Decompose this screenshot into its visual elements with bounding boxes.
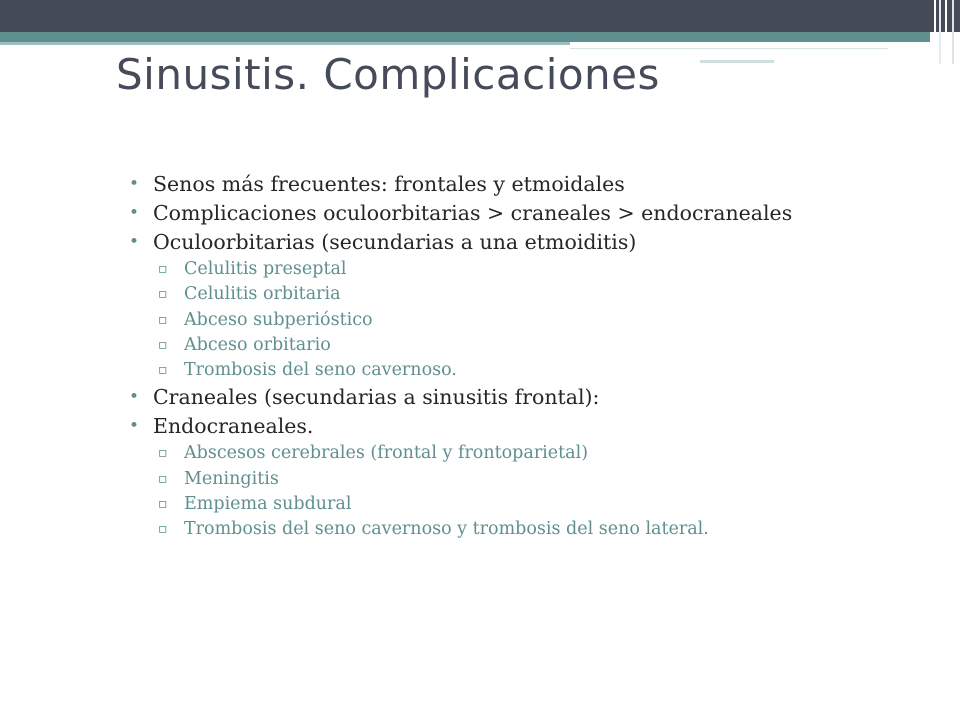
bullet-text: Endocraneales. [153,414,314,439]
sub-bullet-icon: ▫ [158,521,168,538]
sub-bullet-item [128,517,938,542]
sub-bullet-text: Abceso subperióstico [184,309,373,330]
bullet-item [128,412,938,441]
sub-bullet-item [128,257,938,282]
sub-bullet-text: Trombosis del seno cavernoso. [184,360,457,381]
sub-bullet-item [128,467,938,492]
bullet-text: Senos más frecuentes: frontales y etmoidales [153,172,625,196]
slide-title: Sinusitis. Complicaciones [116,50,660,99]
bullet-item [128,383,938,412]
bullet-text: Craneales (secundarias a sinusitis frontal): [153,385,600,410]
bullet-item [128,228,938,257]
accent-line [0,42,570,45]
sub-bullet-icon: ▫ [158,362,168,379]
sub-bullet-icon: ▫ [158,470,168,487]
sub-bullet-text: Abscesos cerebrales (frontal y frontoparietal) [184,443,589,464]
sub-bullet-text: Abceso orbitario [184,334,331,355]
sub-bullet-item [128,441,938,466]
bullet-item [128,199,938,228]
sub-bullet-icon: ▫ [158,311,168,328]
sub-bullet-text: Empiema subdural [184,494,352,515]
bullet-text: Oculoorbitarias (secundarias a una etmoiditis) [153,230,637,254]
bullet-icon: • [129,232,140,252]
slide-content [128,170,938,543]
sub-bullet-icon: ▫ [158,336,168,353]
sub-bullet-item [128,492,938,517]
sub-bullet-item [128,282,938,307]
bullet-icon: • [129,387,140,408]
sub-bullet-text: Meningitis [184,468,279,489]
bullet-icon: • [129,174,140,194]
sub-bullet-text: Celulitis preseptal [184,259,347,279]
header-band [0,0,960,32]
sub-bullet-text: Trombosis del seno cavernoso y trombosis del seno lateral. [184,519,709,540]
sub-bullet-icon: ▫ [158,286,168,303]
sub-bullet-icon: ▫ [158,445,168,462]
decorative-line-short [700,60,774,63]
sub-bullet-item [128,358,938,383]
bullet-text: Complicaciones oculoorbitarias > craneales > endocraneales [153,201,793,225]
edge-decoration [934,0,960,64]
bullet-icon: • [129,203,140,223]
accent-bar [0,32,930,42]
bullet-icon: • [129,416,140,437]
sub-bullet-item [128,308,938,333]
bullet-item [128,170,938,199]
sub-bullet-text: Celulitis orbitaria [184,284,341,305]
sub-bullet-icon: ▫ [158,261,168,277]
sub-bullet-icon: ▫ [158,496,168,513]
sub-bullet-item [128,333,938,358]
